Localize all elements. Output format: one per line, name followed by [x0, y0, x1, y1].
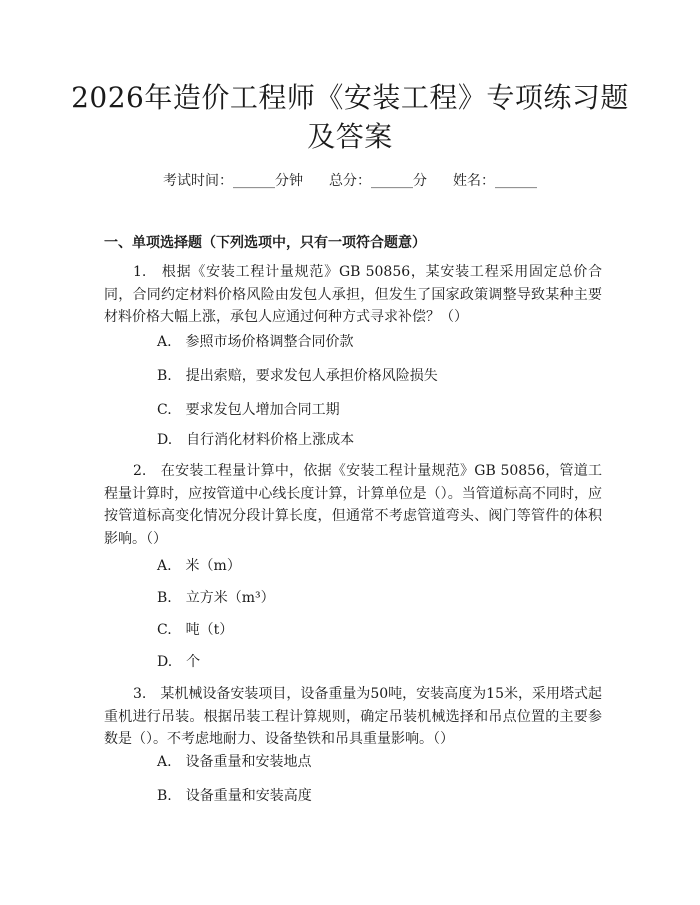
- question-1-option-c: C. 要求发包人增加合同工期: [157, 402, 340, 418]
- question-1-option-a: A. 参照市场价格调整合同价款: [157, 334, 354, 350]
- total-score-field: 总分：______分: [329, 173, 427, 189]
- question-2-option-a: A. 米（m）: [157, 558, 241, 574]
- section-heading: 一、单项选择题（下列选项中，只有一项符合题意）: [104, 235, 426, 251]
- document-title: 2026年造价工程师《安装工程》专项练习题及答案: [71, 81, 629, 153]
- exam-meta: [0, 170, 700, 190]
- name-field: 姓名：______: [453, 173, 537, 189]
- question-1-option-d: D. 自行消化材料价格上涨成本: [157, 432, 355, 448]
- question-2-option-d: D. 个: [157, 654, 201, 670]
- question-2: 2. 在安装工程量计算中，依据《安装工程计量规范》GB 50856，管道工程量计算时，应按管道中心线长度计算，计算单位是（）。当管道标高不同时，应按管道标高变化情况分段计算长度，但通常不考虑管道弯头、阀门等管件的体积影响。（）: [104, 463, 602, 547]
- question-1-option-b: B. 提出索赔，要求发包人承担价格风险损失: [157, 368, 438, 384]
- question-3: 3. 某机械设备安装项目，设备重量为50吨，安装高度为15米，采用塔式起重机进行吊装。根据吊装工程计算规则，确定吊装机械选择和吊点位置的主要参数是（）。不考虑地耐力、设备垫铁和吊具重量影响。（）: [104, 686, 602, 747]
- question-2-option-b: B. 立方米（m³）: [157, 590, 275, 606]
- exam-time-field: 考试时间：______分钟: [163, 173, 303, 189]
- question-3-option-b: B. 设备重量和安装高度: [157, 788, 312, 804]
- question-2-option-c: C. 吨（t）: [157, 622, 234, 638]
- question-1: 1. 根据《安装工程计量规范》GB 50856，某安装工程采用固定总价合同，合同约定材料价格风险由发包人承担，但发生了国家政策调整导致某种主要材料价格大幅上涨，承包人应通过何种方式寻求补偿？（）: [104, 264, 602, 325]
- question-3-option-a: A. 设备重量和安装地点: [157, 754, 312, 770]
